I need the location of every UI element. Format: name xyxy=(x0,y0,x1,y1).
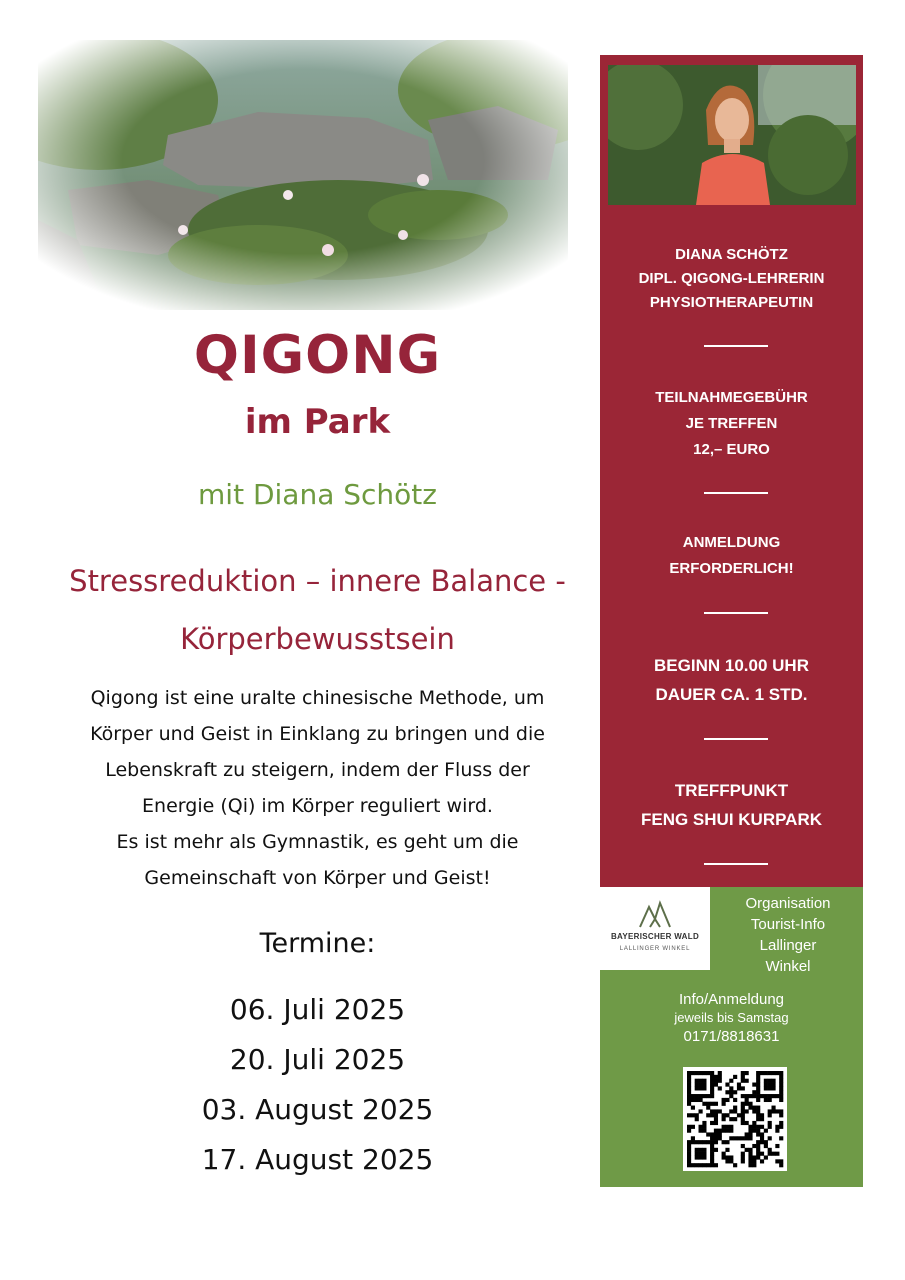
organisation-line: Lallinger xyxy=(759,937,817,954)
divider xyxy=(704,863,768,865)
registration-line: ANMELDUNG xyxy=(682,534,781,551)
fee-line: 12,– EURO xyxy=(693,441,770,458)
page-title: QIGONG xyxy=(193,325,442,386)
tagline xyxy=(60,552,575,668)
organisation-line: Tourist-Info xyxy=(750,916,826,933)
date-item: 06. Juli 2025 xyxy=(229,993,406,1026)
meeting-info xyxy=(600,776,863,834)
divider xyxy=(704,738,768,740)
description xyxy=(55,680,580,896)
info-label: Info/Anmeldung xyxy=(678,991,785,1008)
description-line: Es ist mehr als Gymnastik, es geht um die xyxy=(116,831,519,853)
fee-info xyxy=(600,385,863,463)
description-line: Energie (Qi) im Körper reguliert wird. xyxy=(142,795,493,817)
divider xyxy=(704,345,768,347)
time-line: BEGINN 10.00 UHR xyxy=(654,656,809,675)
divider xyxy=(704,612,768,614)
time-line: DAUER CA. 1 STD. xyxy=(655,685,808,704)
tagline-line: Körperbewusstsein xyxy=(180,622,455,656)
info-sidebar xyxy=(600,55,863,887)
time-info xyxy=(600,651,863,709)
organisation-line: Winkel xyxy=(765,958,811,975)
fee-line: JE TREFFEN xyxy=(685,415,778,432)
instructor-qualification: DIPL. QIGONG-LEHRERIN xyxy=(638,270,825,287)
instructor-name: DIANA SCHÖTZ xyxy=(675,246,788,263)
logo-title: BAYERISCHER WALD xyxy=(610,932,700,941)
description-line: Lebenskraft zu steigern, indem der Fluss der xyxy=(105,759,530,781)
description-line: Körper und Geist in Einklang zu bringen und die xyxy=(90,723,545,745)
page-subtitle: im Park xyxy=(244,402,391,442)
description-line: Qigong ist eine uralte chinesische Methode, um xyxy=(90,687,545,709)
bayerischer-wald-logo xyxy=(600,887,710,970)
contact-box xyxy=(600,887,863,1187)
organisation-line: Organisation xyxy=(745,895,831,912)
dates-list xyxy=(60,985,575,1185)
logo-subtitle: LALLINGER WINKEL xyxy=(619,946,691,952)
meeting-line: FENG SHUI KURPARK xyxy=(640,810,823,829)
info-deadline: jeweils bis Samstag xyxy=(674,1010,789,1025)
divider xyxy=(704,492,768,494)
meeting-line: TREFFPUNKT xyxy=(674,781,789,800)
instructor-info xyxy=(600,243,863,315)
organisation-text xyxy=(713,893,863,977)
contact-info xyxy=(600,991,863,1046)
fee-line: TEILNAHMEGEBÜHR xyxy=(655,389,808,406)
description-line: Gemeinschaft von Körper und Geist! xyxy=(144,867,491,889)
pond-image xyxy=(38,40,568,310)
instructor-line: mit Diana Schötz xyxy=(198,478,437,511)
tagline-line: Stressreduktion – innere Balance - xyxy=(69,564,566,598)
phone-number[interactable]: 0171/8818631 xyxy=(683,1028,780,1045)
date-item: 03. August 2025 xyxy=(201,1093,434,1126)
registration-info xyxy=(600,530,863,582)
registration-line: ERFORDERLICH! xyxy=(669,560,794,577)
qr-code[interactable] xyxy=(683,1067,787,1171)
date-item: 20. Juli 2025 xyxy=(229,1043,406,1076)
instructor-profession: PHYSIOTHERAPEUTIN xyxy=(649,294,814,311)
date-item: 17. August 2025 xyxy=(201,1143,434,1176)
mountain-icon xyxy=(638,899,672,929)
termine-heading: Termine: xyxy=(259,928,376,959)
instructor-photo xyxy=(608,65,856,205)
